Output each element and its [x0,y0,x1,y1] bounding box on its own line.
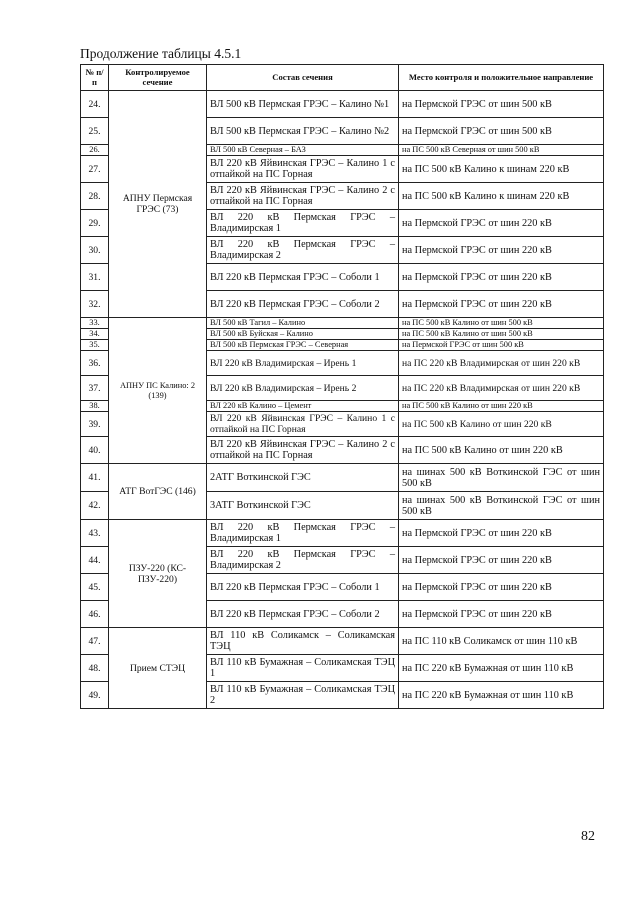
table-row [81,91,604,118]
row-control-place: на шинах 500 кВ Воткинской ГЭС от шин 500 кВ [399,464,604,492]
row-composition: 2АТГ Воткинской ГЭС [207,464,399,492]
row-number: 30. [81,237,109,264]
row-number: 46. [81,601,109,628]
row-composition: ВЛ 110 кВ Бумажная – Соликамская ТЭЦ 1 [207,655,399,682]
row-control-place: на ПС 220 кВ Бумажная от шин 110 кВ [399,682,604,709]
section-name: АПНУ ПС Калино: 2 (139) [109,318,207,464]
row-control-place: на ПС 500 кВ Калино к шинам 220 кВ [399,156,604,183]
row-control-place: на ПС 220 кВ Владимирская от шин 220 кВ [399,351,604,376]
row-composition: ВЛ 220 кВ Пермская ГРЭС – Соболи 2 [207,601,399,628]
row-number: 35. [81,340,109,351]
row-number: 26. [81,145,109,156]
table-row [81,628,604,655]
row-composition: ВЛ 500 кВ Пермская ГРЭС – Калино №2 [207,118,399,145]
row-composition: ВЛ 500 кВ Пермская ГРЭС – Северная [207,340,399,351]
row-number: 34. [81,329,109,340]
row-number: 44. [81,547,109,574]
table-caption: Продолжение таблицы 4.5.1 [80,46,242,61]
row-control-place: на Пермской ГРЭС от шин 220 кВ [399,291,604,318]
row-number: 40. [81,437,109,464]
row-control-place: на Пермской ГРЭС от шин 220 кВ [399,520,604,547]
row-composition: ВЛ 220 кВ Пермская ГРЭС – Соболи 1 [207,574,399,601]
row-composition: ВЛ 220 кВ Пермская ГРЭС – Владимирская 1 [207,210,399,237]
row-composition: ВЛ 220 кВ Яйвинская ГРЭС – Калино 1 с отпайкой на ПС Горная [207,412,399,437]
row-composition: ВЛ 220 кВ Яйвинская ГРЭС – Калино 1 с отпайкой на ПС Горная [207,156,399,183]
row-composition: ВЛ 220 кВ Владимирская – Ирень 1 [207,351,399,376]
section-name: АТГ ВотГЭС (146) [109,464,207,520]
section-name: АПНУ Пермская ГРЭС (73) [109,91,207,318]
row-composition: ВЛ 220 кВ Пермская ГРЭС – Владимирская 2 [207,547,399,574]
row-number: 47. [81,628,109,655]
row-control-place: на ПС 220 кВ Бумажная от шин 110 кВ [399,655,604,682]
row-control-place: на ПС 220 кВ Владимирская от шин 220 кВ [399,376,604,401]
row-composition: 3АТГ Воткинской ГЭС [207,492,399,520]
row-number: 41. [81,464,109,492]
row-number: 25. [81,118,109,145]
row-number: 49. [81,682,109,709]
row-number: 45. [81,574,109,601]
row-number: 27. [81,156,109,183]
row-number: 33. [81,318,109,329]
sections-table [80,64,604,709]
row-number: 37. [81,376,109,401]
row-control-place: на ПС 500 кВ Калино от шин 220 кВ [399,401,604,412]
row-composition: ВЛ 500 кВ Северная – БАЗ [207,145,399,156]
row-number: 28. [81,183,109,210]
row-number: 42. [81,492,109,520]
row-composition: ВЛ 220 кВ Яйвинская ГРЭС – Калино 2 с отпайкой на ПС Горная [207,183,399,210]
row-composition: ВЛ 220 кВ Владимирская – Ирень 2 [207,376,399,401]
row-control-place: на ПС 500 кВ Калино от шин 500 кВ [399,318,604,329]
row-composition: ВЛ 220 кВ Пермская ГРЭС – Владимирская 2 [207,237,399,264]
row-composition: ВЛ 220 кВ Калино – Цемент [207,401,399,412]
row-composition: ВЛ 220 кВ Пермская ГРЭС – Соболи 2 [207,291,399,318]
row-control-place: на ПС 500 кВ Калино от шин 220 кВ [399,412,604,437]
row-control-place: на Пермской ГРЭС от шин 500 кВ [399,118,604,145]
row-number: 32. [81,291,109,318]
row-control-place: на Пермской ГРЭС от шин 220 кВ [399,237,604,264]
row-composition: ВЛ 220 кВ Яйвинская ГРЭС – Калино 2 с отпайкой на ПС Горная [207,437,399,464]
row-control-place: на Пермской ГРЭС от шин 220 кВ [399,574,604,601]
row-number: 43. [81,520,109,547]
row-composition: ВЛ 220 кВ Пермская ГРЭС – Владимирская 1 [207,520,399,547]
row-control-place: на Пермской ГРЭС от шин 220 кВ [399,547,604,574]
row-composition: ВЛ 500 кВ Пермская ГРЭС – Калино №1 [207,91,399,118]
row-number: 29. [81,210,109,237]
row-number: 48. [81,655,109,682]
row-control-place: на Пермской ГРЭС от шин 220 кВ [399,210,604,237]
table-header-row [81,65,604,91]
row-composition: ВЛ 110 кВ Соликамск – Соликамская ТЭЦ [207,628,399,655]
row-control-place: на Пермской ГРЭС от шин 500 кВ [399,91,604,118]
table-row [81,464,604,492]
section-name: ПЗУ-220 (КС-ПЗУ-220) [109,520,207,628]
table-row [81,318,604,329]
row-composition: ВЛ 500 кВ Буйская – Калино [207,329,399,340]
row-composition: ВЛ 500 кВ Тагил – Калино [207,318,399,329]
row-control-place: на ПС 500 кВ Северная от шин 500 кВ [399,145,604,156]
page-number: 82 [581,829,595,844]
row-composition: ВЛ 220 кВ Пермская ГРЭС – Соболи 1 [207,264,399,291]
row-number: 36. [81,351,109,376]
row-number: 39. [81,412,109,437]
header-section: Контролируемое сечение [109,65,207,91]
row-control-place: на шинах 500 кВ Воткинской ГЭС от шин 500 кВ [399,492,604,520]
row-composition: ВЛ 110 кВ Бумажная – Соликамская ТЭЦ 2 [207,682,399,709]
row-control-place: на Пермской ГРЭС от шин 220 кВ [399,264,604,291]
row-number: 31. [81,264,109,291]
section-name: Прием СТЭЦ [109,628,207,709]
row-control-place: на ПС 500 кВ Калино от шин 500 кВ [399,329,604,340]
row-number: 24. [81,91,109,118]
header-num: № п/п [81,65,109,91]
row-control-place: на ПС 500 кВ Калино от шин 220 кВ [399,437,604,464]
row-control-place: на Пермской ГРЭС от шин 220 кВ [399,601,604,628]
row-control-place: на ПС 110 кВ Соликамск от шин 110 кВ [399,628,604,655]
row-number: 38. [81,401,109,412]
header-composition: Состав сечения [207,65,399,91]
table-row [81,520,604,547]
row-control-place: на Пермской ГРЭС от шин 500 кВ [399,340,604,351]
header-control-place: Место контроля и положительное направление [399,65,604,91]
row-control-place: на ПС 500 кВ Калино к шинам 220 кВ [399,183,604,210]
